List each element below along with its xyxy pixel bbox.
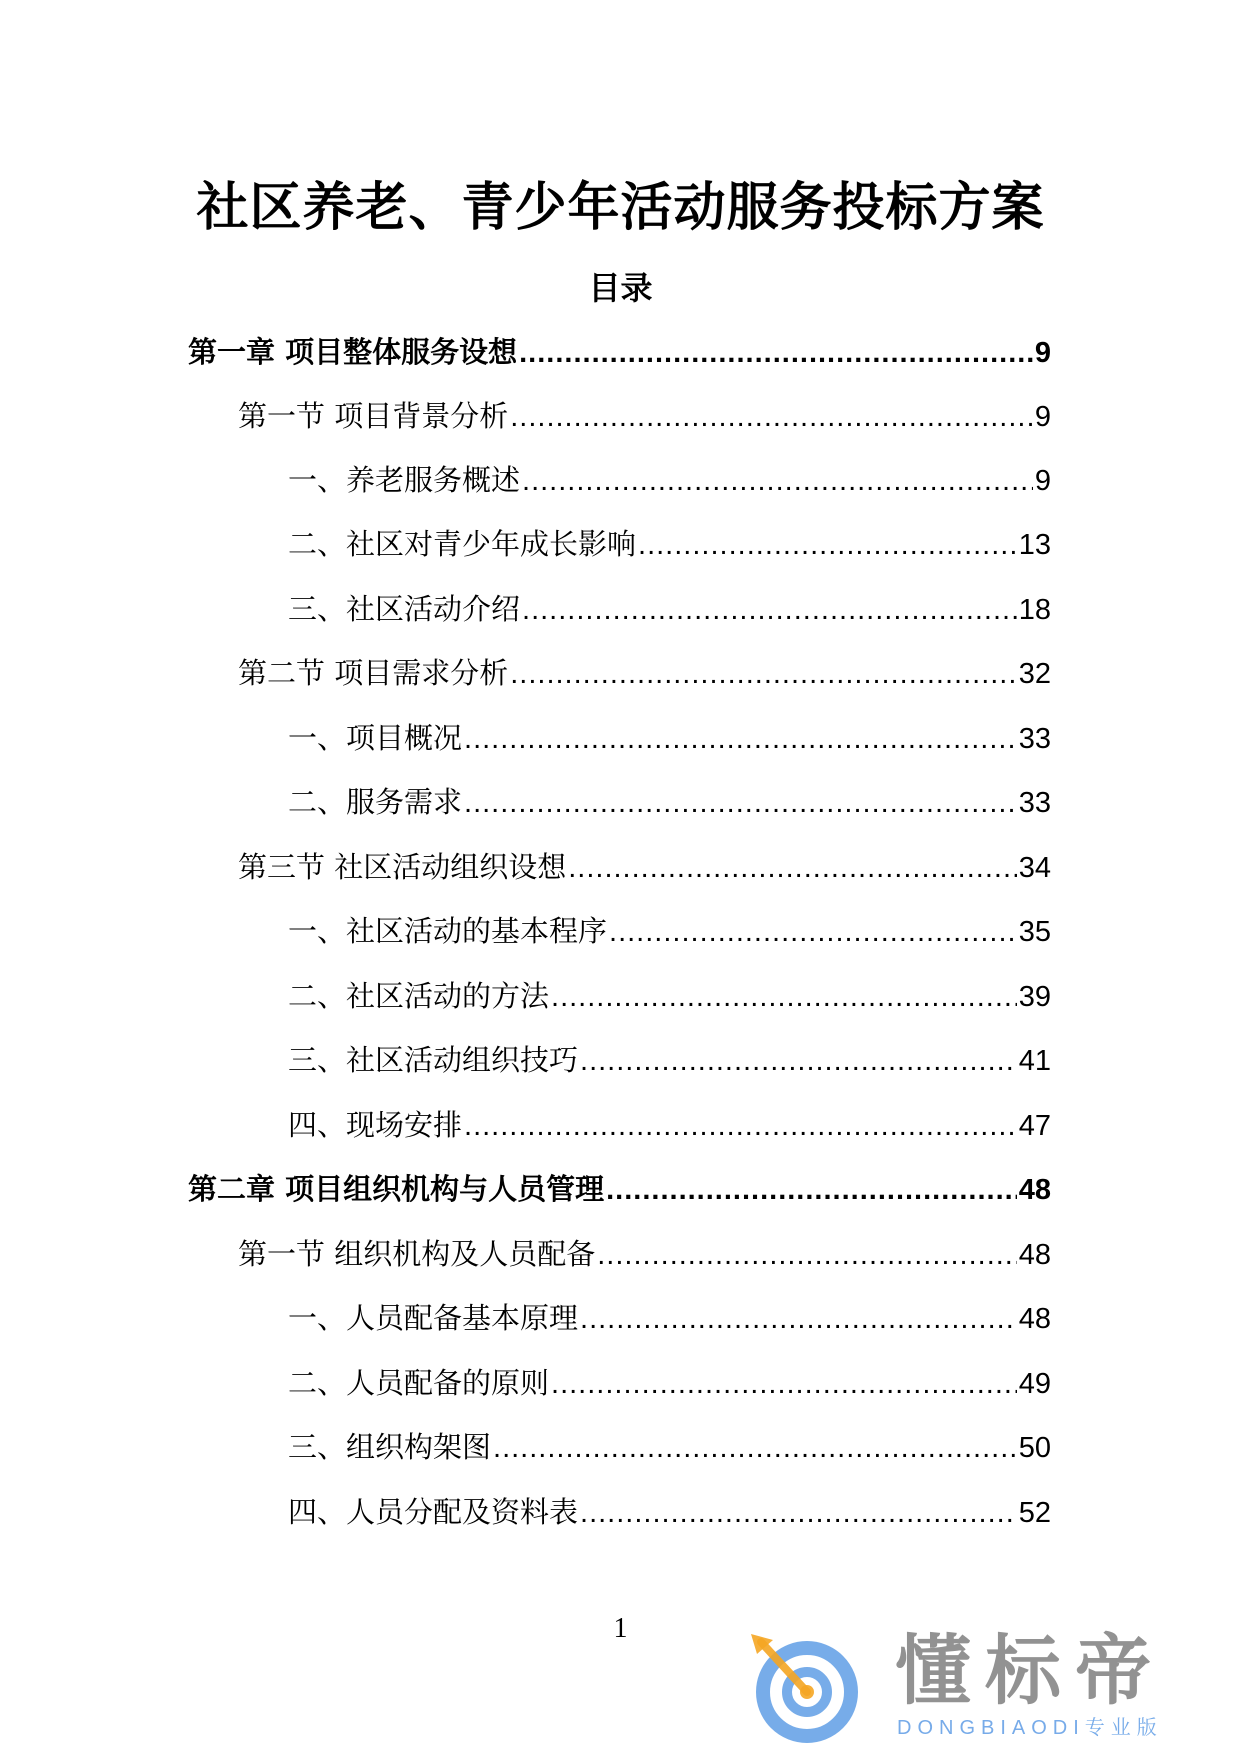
- toc-leader-dots: [464, 1108, 1017, 1144]
- toc-leader-dots: [510, 656, 1017, 692]
- toc-entry-chapter[interactable]: [188, 1171, 1051, 1207]
- toc-entry-page: 33: [1018, 723, 1051, 755]
- toc-entry-page: 39: [1018, 981, 1051, 1013]
- toc-entry-subsection[interactable]: [288, 591, 1051, 627]
- toc-leader-dots: [522, 463, 1033, 499]
- toc-entry-page: 35: [1018, 916, 1051, 948]
- toc-entry-label: 二、社区对青少年成长影响: [288, 527, 637, 561]
- toc-entry-page: 33: [1018, 787, 1051, 819]
- toc-entry-page: 48: [1018, 1174, 1051, 1206]
- toc-entry-subsection[interactable]: [288, 1042, 1051, 1078]
- toc-leader-dots: [609, 914, 1017, 950]
- toc-entry-label: 第一章 项目整体服务设想: [188, 335, 518, 369]
- toc-leader-dots: [606, 1172, 1017, 1208]
- toc-entry-page: 32: [1018, 658, 1051, 690]
- toc-leader-dots: [597, 1237, 1017, 1273]
- toc-entry-subsection[interactable]: [288, 1107, 1051, 1143]
- toc-entry-label: 一、人员配备基本原理: [288, 1301, 579, 1335]
- toc-entry-label: 三、社区活动组织技巧: [288, 1043, 579, 1077]
- toc-leader-dots: [551, 1366, 1017, 1402]
- toc-entry-page: 9: [1034, 401, 1051, 433]
- toc-entry-label: 二、服务需求: [288, 785, 463, 819]
- toc-leader-dots: [464, 785, 1017, 821]
- document-title: 社区养老、青少年活动服务投标方案: [196, 178, 1045, 238]
- toc-entry-page: 49: [1018, 1368, 1051, 1400]
- toc-leader-dots: [493, 1430, 1017, 1466]
- watermark-brand: 懂标帝: [895, 1626, 1165, 1715]
- toc-leader-dots: [638, 527, 1017, 563]
- toc-entry-page: 9: [1034, 465, 1051, 497]
- toc-leader-dots: [510, 399, 1033, 435]
- toc-entry-page: 50: [1018, 1432, 1051, 1464]
- toc-entry-subsection[interactable]: [288, 1494, 1051, 1530]
- toc-leader-dots: [464, 721, 1017, 757]
- toc-leader-dots: [551, 979, 1017, 1015]
- toc-entry-page: 41: [1018, 1045, 1051, 1077]
- toc-entry-page: 18: [1018, 594, 1051, 626]
- toc-entry-subsection[interactable]: [288, 462, 1051, 498]
- toc-entry-subsection[interactable]: [288, 784, 1051, 820]
- watermark-subtitle: DONGBIAODI专业版: [897, 1717, 1163, 1739]
- toc-leader-dots: [580, 1301, 1017, 1337]
- toc-entry-label: 一、社区活动的基本程序: [288, 914, 608, 948]
- toc-entry-section[interactable]: [238, 849, 1051, 885]
- toc-entry-subsection[interactable]: [288, 526, 1051, 562]
- toc-entry-label: 三、社区活动介绍: [288, 592, 521, 626]
- toc-entry-page: 13: [1018, 529, 1051, 561]
- toc-entry-subsection[interactable]: [288, 1365, 1051, 1401]
- toc-entry-label: 第三节 社区活动组织设想: [238, 850, 567, 884]
- toc-entry-page: 9: [1034, 337, 1051, 369]
- toc-entry-page: 48: [1018, 1303, 1051, 1335]
- toc-heading: 目录: [588, 269, 653, 307]
- toc-entry-subsection[interactable]: [288, 1300, 1051, 1336]
- toc-leader-dots: [522, 592, 1017, 628]
- toc-entry-label: 第一节 组织机构及人员配备: [238, 1237, 596, 1271]
- toc-entry-label: 四、人员分配及资料表: [288, 1495, 579, 1529]
- toc-entry-label: 一、项目概况: [288, 721, 463, 755]
- toc-entry-subsection[interactable]: [288, 720, 1051, 756]
- toc-entry-page: 48: [1018, 1239, 1051, 1271]
- toc-entry-page: 52: [1018, 1497, 1051, 1529]
- toc-entry-page: 34: [1018, 852, 1051, 884]
- toc-entry-section[interactable]: [238, 398, 1051, 434]
- toc-entry-label: 四、现场安排: [288, 1108, 463, 1142]
- toc-leader-dots: [519, 335, 1033, 371]
- toc-entry-section[interactable]: [238, 1236, 1051, 1272]
- target-arrow-icon: [745, 1632, 865, 1744]
- toc-entry-section[interactable]: [238, 655, 1051, 691]
- toc-entry-subsection[interactable]: [288, 913, 1051, 949]
- toc-entry-page: 47: [1018, 1110, 1051, 1142]
- toc-entry-label: 第一节 项目背景分析: [238, 399, 509, 433]
- toc-leader-dots: [568, 850, 1017, 886]
- toc-entry-subsection[interactable]: [288, 1429, 1051, 1465]
- toc-entry-label: 二、社区活动的方法: [288, 979, 550, 1013]
- toc-entry-chapter[interactable]: [188, 334, 1051, 370]
- toc-entry-label: 二、人员配备的原则: [288, 1366, 550, 1400]
- toc-entry-label: 第二章 项目组织机构与人员管理: [188, 1172, 605, 1206]
- page-number: 1: [613, 1613, 628, 1644]
- toc-leader-dots: [580, 1495, 1017, 1531]
- toc-entry-label: 三、组织构架图: [288, 1430, 492, 1464]
- toc-entry-label: 一、养老服务概述: [288, 463, 521, 497]
- toc-entry-label: 第二节 项目需求分析: [238, 656, 509, 690]
- toc-entry-subsection[interactable]: [288, 978, 1051, 1014]
- watermark-logo: [745, 1626, 1215, 1747]
- toc-leader-dots: [580, 1043, 1017, 1079]
